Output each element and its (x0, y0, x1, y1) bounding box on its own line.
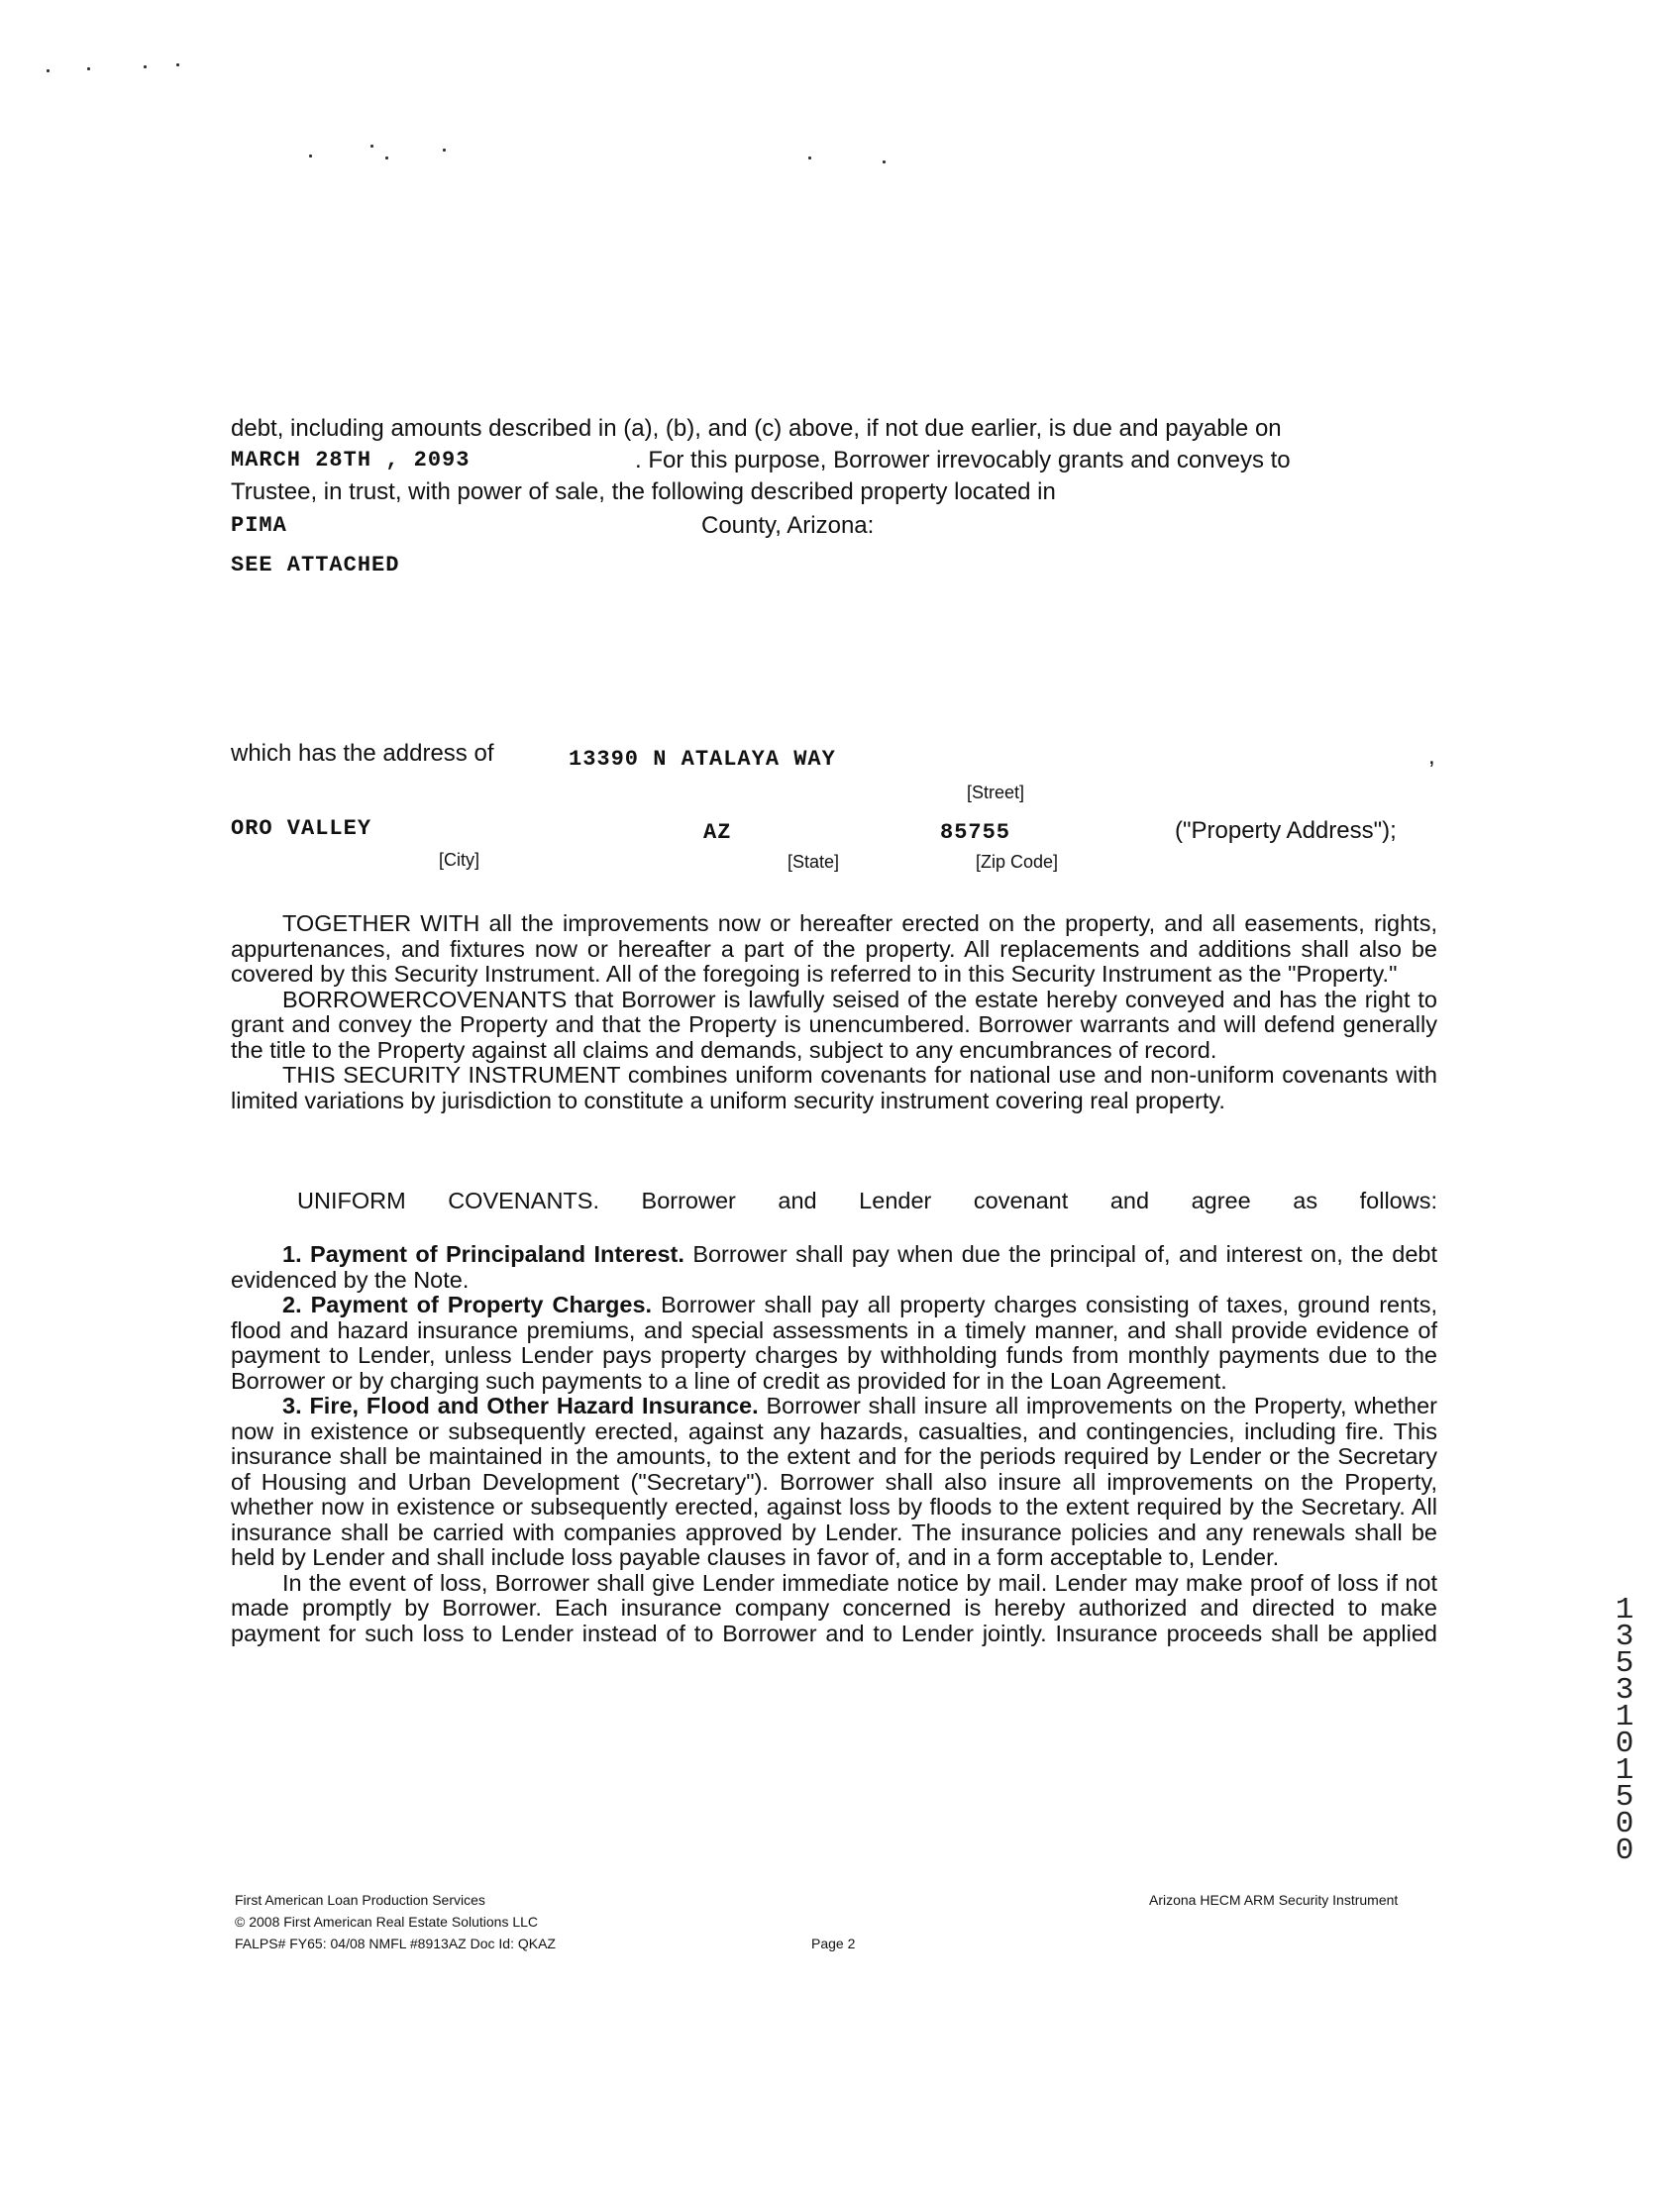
address-lead: which has the address of (231, 740, 494, 767)
property-address-label: ("Property Address"); (1175, 817, 1397, 844)
recording-stamp-number (1610, 1593, 1639, 1868)
covenant-1-title: 1. Payment of Principaland Interest. (282, 1241, 684, 1267)
covenant-3 (231, 1394, 1437, 1571)
footer-doc-title: Arizona HECM ARM Security Instrument (1149, 1892, 1399, 1908)
covenant-3-title: 3. Fire, Flood and Other Hazard Insurance. (282, 1393, 759, 1418)
zip-label: [Zip Code] (976, 852, 1059, 872)
scan-speck (808, 157, 811, 159)
footer-copyright: © 2008 First American Real Estate Solutions LLC (235, 1914, 539, 1930)
together-with-block (231, 911, 1437, 1113)
footer-left (235, 1889, 556, 1954)
footer-form-id: FALPS# FY65: 04/08 NMFL #8913AZ Doc Id: QKAZ (235, 1936, 556, 1951)
scan-speck (370, 145, 373, 148)
scan-speck (144, 65, 147, 68)
legal-description: SEE ATTACHED (231, 553, 400, 577)
covenants-block (231, 1242, 1437, 1646)
covenant-2-body: Borrower shall pay all property charges consisting of taxes, ground rents, flood and hazard insurance premiums, and special assessments in a timely manner, and shall provide evidence of payment to Lender, unless Lender pays property charges by withholding funds from monthly payments due to the Borrower or by charging such payments to a line of credit as provided for in the Loan Agreement. (231, 1292, 1437, 1394)
scan-speck (385, 157, 388, 159)
intro-line-3: Trustee, in trust, with power of sale, the following described property located in (231, 478, 1056, 505)
uniform-covenants-heading: UNIFORM COVENANTS. Borrower and Lender covenant and agree as follows: (297, 1188, 1437, 1213)
city-value: ORO VALLEY (231, 816, 372, 841)
maturity-date: MARCH 28TH , 2093 (231, 448, 471, 472)
street-value: 13390 N ATALAYA WAY (569, 747, 836, 772)
city-label: [City] (439, 850, 480, 870)
intro-line-1: debt, including amounts described in (a), (b), and (c) above, if not due earlier, is due and payable on (231, 415, 1282, 442)
intro-line-2: . For this purpose, Borrower irrevocably grants and conveys to (635, 447, 1291, 473)
scan-speck (87, 67, 90, 70)
security-instrument-paragraph: THIS SECURITY INSTRUMENT combines uniform covenants for national use and non-uniform covenants with limited variations by jurisdiction to constitute a uniform security instrument covering real property. (231, 1062, 1437, 1113)
scan-speck (443, 149, 446, 152)
scan-speck (47, 69, 50, 72)
page-number: Page 2 (811, 1936, 856, 1951)
footer-company: First American Loan Production Services (235, 1892, 485, 1908)
scan-speck (309, 155, 312, 157)
covenant-2-title: 2. Payment of Property Charges. (282, 1292, 653, 1317)
loss-paragraph: In the event of loss, Borrower shall give Lender immediate notice by mail. Lender may make proof of loss if not made promptly by Borrower. Each insurance company concerned is hereby authorized and directed to make payment for such loss to Lender instead of to Borrower and to Lender jointly. Insurance proceeds shall be applied (231, 1569, 1437, 1646)
state-value: AZ (703, 820, 732, 845)
street-label: [Street] (967, 783, 1025, 802)
county-value: PIMA (231, 513, 287, 538)
borrower-covenants-paragraph: BORROWERCOVENANTS that Borrower is lawfully seised of the estate hereby conveyed and has the right to grant and convey the Property and that the Property is unencumbered. Borrower warrants and will defend generally the title to the Property against all claims and demands, subject to any encumbrances of record. (231, 986, 1437, 1063)
together-with-paragraph: TOGETHER WITH all the improvements now or hereafter erected on the property, and all easements, rights, appurtenances, and fixtures now or hereafter a part of the property. All replacements and additions shall also be covered by this Security Instrument. All of the foregoing is referred to in this Security Instrument as the "Property." (231, 910, 1437, 987)
county-suffix: County, Arizona: (701, 512, 875, 539)
covenant-3-body: Borrower shall insure all improvements on the Property, whether now in existence or subsequently erected, against any hazards, casualties, and contingencies, including fire. This insurance shall be maintained in the amounts, to the extent and for the periods required by Lender or the Secretary of Housing and Urban Development ("Secretary"). Borrower shall also insure all improvements on the Property, whether now in existence or subsequently erected, against loss by floods to the extent required by the Secretary. All insurance shall be carried with companies approved by Lender. The insurance policies and any renewals shall be held by Lender and shall include loss payable clauses in favor of, and in a form acceptable to, Lender. (231, 1393, 1437, 1570)
stamp-digits: 1 3 5 3 1 0 1 5 0 0 (1615, 1593, 1634, 1868)
scan-speck (176, 63, 179, 66)
state-label: [State] (788, 852, 840, 872)
scan-speck (883, 160, 886, 163)
covenant-1-body: Borrower shall pay when due the principal of, and interest on, the debt evidenced by the Note. (231, 1241, 1437, 1293)
covenant-1 (231, 1242, 1437, 1293)
street-comma: , (1428, 743, 1435, 770)
covenant-2 (231, 1293, 1437, 1394)
zip-value: 85755 (940, 820, 1011, 845)
